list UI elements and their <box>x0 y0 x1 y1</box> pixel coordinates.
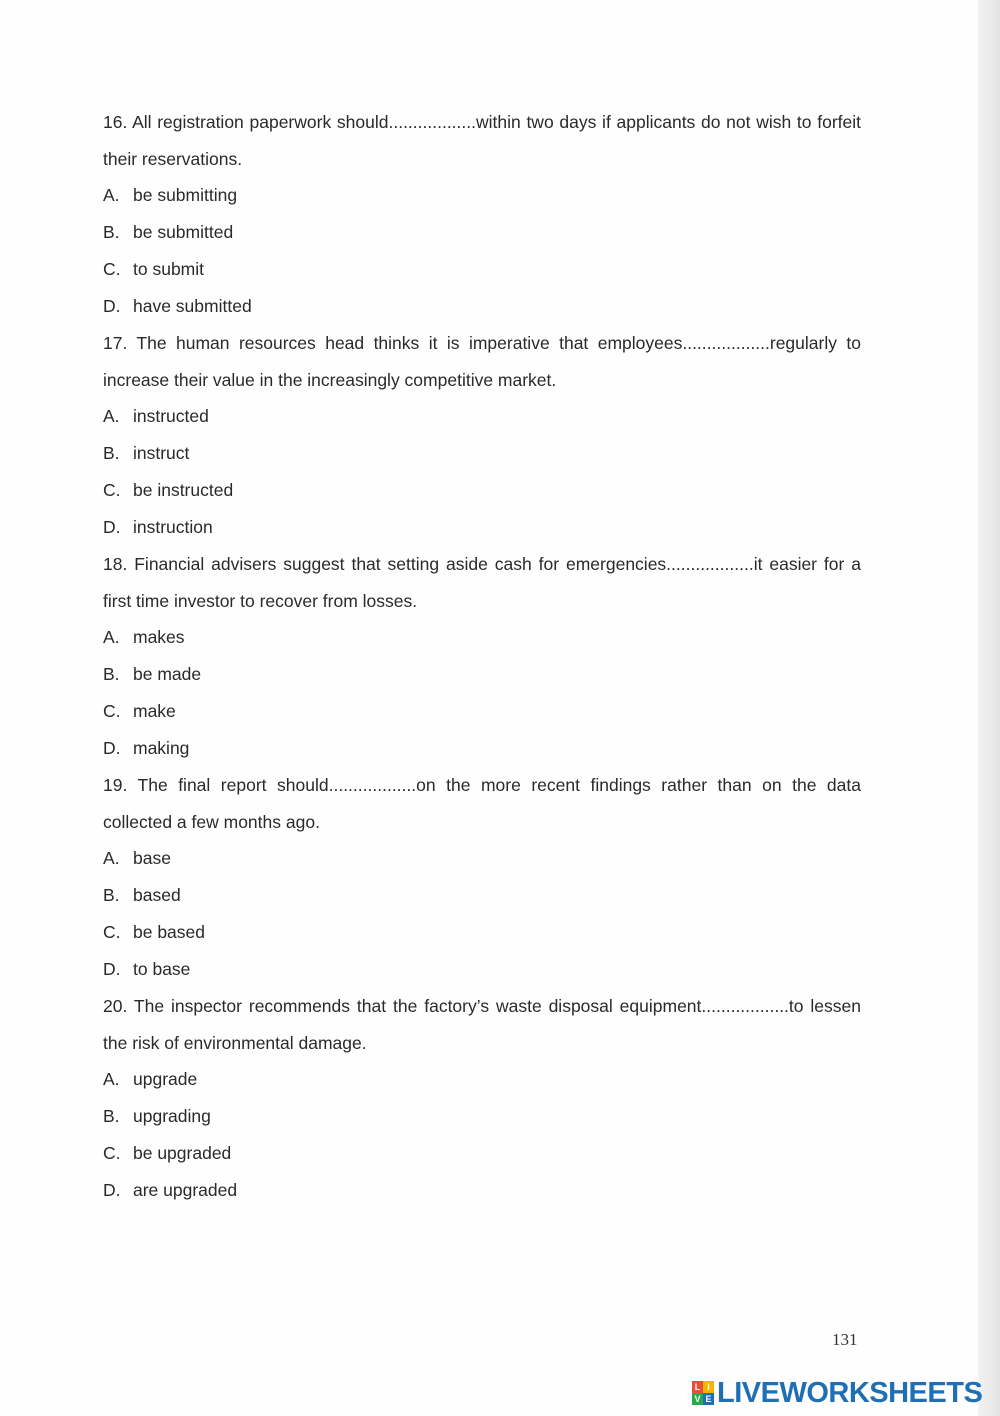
option-a[interactable] <box>103 619 861 656</box>
option-c[interactable] <box>103 914 861 951</box>
option-c[interactable] <box>103 472 861 509</box>
option-a[interactable] <box>103 398 861 435</box>
question-17 <box>103 325 861 546</box>
option-text: making <box>133 738 190 758</box>
option-letter: C. <box>103 480 121 500</box>
page-number: 131 <box>832 1330 858 1349</box>
option-a[interactable] <box>103 840 861 877</box>
option-d[interactable] <box>103 730 861 767</box>
option-letter: A. <box>103 1069 120 1089</box>
option-letter: C. <box>103 701 121 721</box>
page-edge-shadow <box>978 0 1000 1416</box>
option-letter: D. <box>103 296 121 316</box>
option-c[interactable] <box>103 693 861 730</box>
option-text: be based <box>133 922 206 942</box>
option-text: to submit <box>133 259 204 279</box>
option-text: be upgraded <box>133 1143 232 1163</box>
option-d[interactable] <box>103 288 861 325</box>
option-text: be submitted <box>133 222 234 242</box>
logo-cell-l: L <box>692 1381 703 1393</box>
question-stem: 16. All registration paperwork should..................within two days if applicants do not wish to forfeit their reservations. <box>103 112 861 169</box>
option-a[interactable] <box>103 1061 861 1098</box>
question-19 <box>103 767 861 988</box>
option-text: upgrading <box>133 1106 211 1126</box>
option-letter: C. <box>103 259 121 279</box>
option-text: base <box>133 848 171 868</box>
option-d[interactable] <box>103 951 861 988</box>
option-b[interactable] <box>103 877 861 914</box>
option-text: to base <box>133 959 191 979</box>
option-text: make <box>133 701 176 721</box>
option-letter: B. <box>103 664 120 684</box>
option-text: upgrade <box>133 1069 198 1089</box>
question-20 <box>103 988 861 1209</box>
option-a[interactable] <box>103 177 861 214</box>
option-letter: B. <box>103 885 120 905</box>
option-letter: B. <box>103 222 120 242</box>
question-stem: 18. Financial advisers suggest that setting aside cash for emergencies..................it easier for a first time investor to recover from losses. <box>103 554 861 611</box>
question-18 <box>103 546 861 767</box>
liveworksheets-logo <box>692 1376 982 1410</box>
option-text: instruct <box>133 443 190 463</box>
option-b[interactable] <box>103 435 861 472</box>
option-letter: A. <box>103 848 120 868</box>
option-d[interactable] <box>103 1172 861 1209</box>
option-text: have submitted <box>133 296 252 316</box>
option-text: are upgraded <box>133 1180 238 1200</box>
liveworksheets-logo-icon <box>692 1381 714 1405</box>
question-stem: 19. The final report should..................on the more recent findings rather than on the data collected a few months ago. <box>103 775 861 832</box>
option-letter: C. <box>103 922 121 942</box>
option-letter: A. <box>103 627 120 647</box>
option-text: be submitting <box>133 185 238 205</box>
question-16 <box>103 104 861 325</box>
option-text: be instructed <box>133 480 234 500</box>
option-letter: A. <box>103 185 120 205</box>
option-text: be made <box>133 664 202 684</box>
option-letter: B. <box>103 443 120 463</box>
option-letter: C. <box>103 1143 121 1163</box>
option-text: based <box>133 885 181 905</box>
brand-name: LIVEWORKSHEETS <box>717 1376 983 1409</box>
option-text: instructed <box>133 406 209 426</box>
option-b[interactable] <box>103 214 861 251</box>
logo-cell-i: I <box>703 1381 714 1393</box>
option-letter: A. <box>103 406 120 426</box>
question-list <box>103 104 861 1209</box>
option-letter: D. <box>103 738 121 758</box>
question-stem: 17. The human resources head thinks it is imperative that employees..................regularly to increase their value in the increasingly competitive market. <box>103 333 861 390</box>
option-c[interactable] <box>103 1135 861 1172</box>
option-c[interactable] <box>103 251 861 288</box>
logo-cell-v: V <box>692 1393 703 1405</box>
question-stem: 20. The inspector recommends that the factory’s waste disposal equipment..................to lessen the risk of environmental damage. <box>103 996 861 1053</box>
option-letter: D. <box>103 959 121 979</box>
option-b[interactable] <box>103 656 861 693</box>
option-text: makes <box>133 627 185 647</box>
option-letter: D. <box>103 1180 121 1200</box>
option-b[interactable] <box>103 1098 861 1135</box>
option-letter: B. <box>103 1106 120 1126</box>
option-letter: D. <box>103 517 121 537</box>
option-d[interactable] <box>103 509 861 546</box>
logo-cell-e: E <box>703 1393 714 1405</box>
option-text: instruction <box>133 517 213 537</box>
